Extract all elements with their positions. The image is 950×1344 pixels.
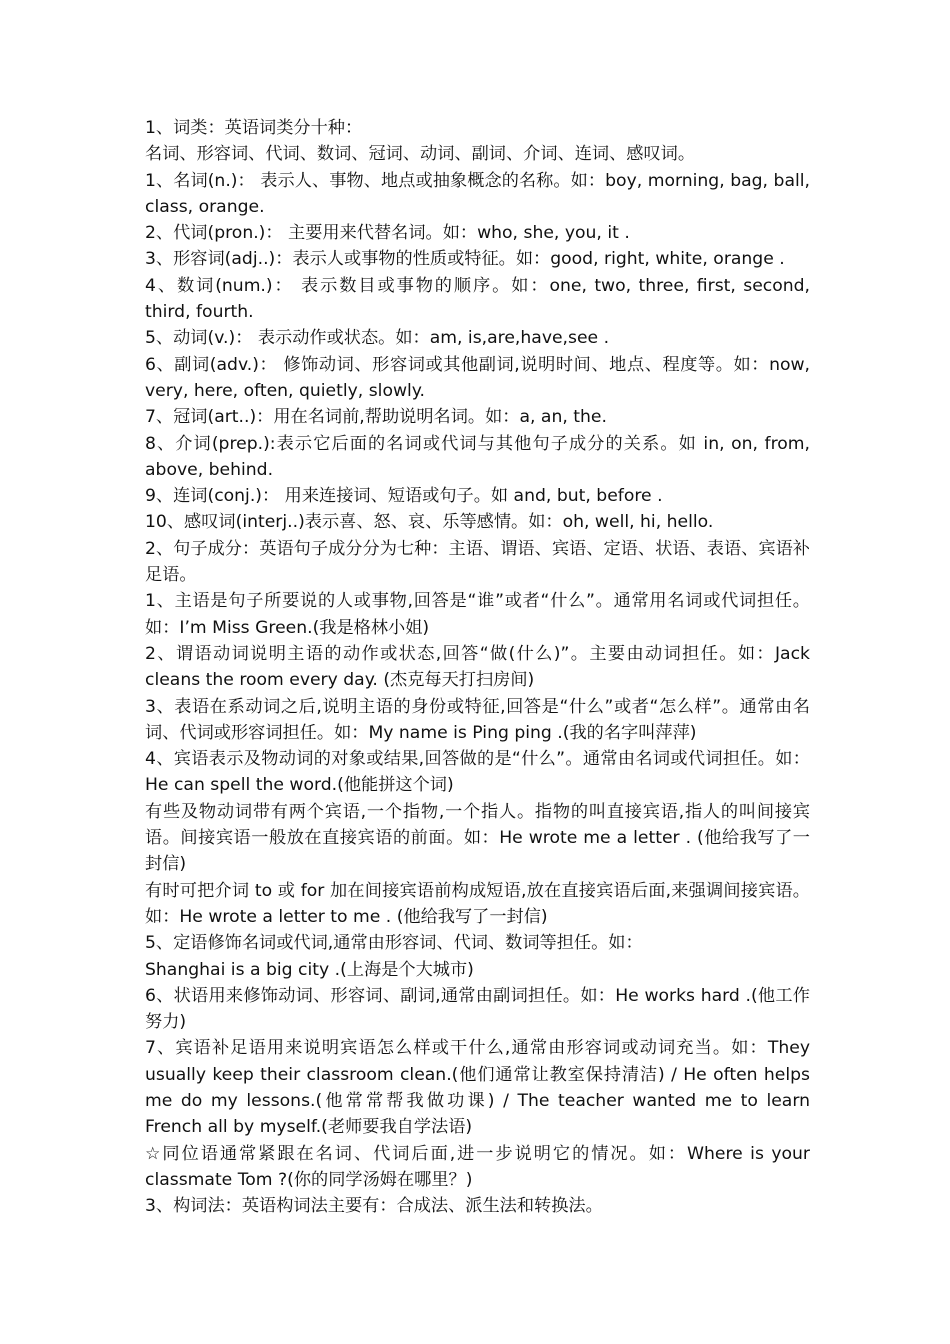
paragraph-adverbial: 6、状语用来修饰动词、形容词、副词,通常由副词担任。如：He works hard .(他工作努力) [145,985,810,1033]
paragraph-appositive: ☆同位语通常紧跟在名词、代词后面,进一步说明它的情况。如：Where is your classmate Tom ?(你的同学汤姆在哪里？) [145,1143,810,1190]
heading-word-classes: 1、词类：英语词类分十种： [145,118,363,138]
paragraph-article: 7、冠词(art..)：用在名词前,帮助说明名词。如：a, an, the. [145,407,607,428]
paragraph-preposition: 8、介词(prep.):表示它后面的名词或代词与其他句子成分的关系。如 in, on, from, above, behind. [145,433,810,480]
paragraph-double-object: 有些及物动词带有两个宾语,一个指物,一个指人。指物的叫直接宾语,指人的叫间接宾语。间接宾语一般放在直接宾语的前面。如：He wrote me a letter . (他给我写了一封信) [145,801,810,875]
paragraph-numeral: 4、数词(num.)： 表示数目或事物的顺序。如：one, two, three, first, second, third, fourth. [145,275,810,323]
paragraph-pronoun: 2、代词(pron.)： 主要用来代替名词。如：who, she, you, it . [145,223,630,244]
word-class-list: 名词、形容词、代词、数词、冠词、动词、副词、介词、连词、感叹词。 [145,144,696,165]
paragraph-attribute: 5、定语修饰名词或代词,通常由形容词、代词、数词等担任。如： [145,933,643,954]
paragraph-predicate: 2、谓语动词说明主语的动作或状态,回答“做(什么)”。主要由动词担任。如：Jack cleans the room every day. (杰克每天打扫房间) [145,643,810,691]
paragraph-verb: 5、动词(v.)： 表示动作或状态。如：am, is,are,have,see . [145,328,610,349]
paragraph-predicative: 3、表语在系动词之后,说明主语的身份或特征,回答是“什么”或者“怎么样”。通常由名词、代词或形容词担任。如：My name is Ping ping .(我的名字叫萍萍) [145,696,810,743]
heading-word-formation: 3、构词法：英语构词法主要有：合成法、派生法和转换法。 [145,1196,603,1217]
paragraph-object: 4、宾语表示及物动词的对象或结果,回答做的是“什么”。通常由名词或代词担任。如：He can spell the word.(他能拼这个词) [145,749,810,796]
document-body [145,115,810,1219]
paragraph-indirect-object: 有时可把介词 to 或 for 加在间接宾语前构成短语,放在直接宾语后面,来强调间接宾语。如：He wrote a letter to me . (他给我写了一封信) [145,880,810,927]
paragraph-subject: 1、主语是句子所要说的人或事物,回答是“谁”或者“什么”。通常用名词或代词担任。如：I’m Miss Green.(我是格林小姐) [145,591,810,638]
paragraph-interjection: 10、感叹词(interj..)表示喜、怒、哀、乐等感情。如：oh, well, hi, hello. [145,512,714,533]
paragraph-adverb: 6、副词(adv.)： 修饰动词、形容词或其他副词,说明时间、地点、程度等。如：now, very, here, often, quietly, slowly. [145,354,810,401]
paragraph-conjunction: 9、连词(conj.)： 用来连接词、短语或句子。如 and, but, before . [145,486,663,507]
paragraph-adjective: 3、形容词(adj..)：表示人或事物的性质或特征。如：good, right, white, orange . [145,249,785,270]
paragraph-object-complement: 7、宾语补足语用来说明宾语怎么样或干什么,通常由形容词或动词充当。如：They usually keep their classroom clean.(他们通常让教室保持清洁) / He often helps me do my lessons.(他常常帮我做功课) / The teacher wanted me to learn French all by myself.(老师要我自学法语) [145,1038,810,1138]
heading-sentence-elements: 2、句子成分：英语句子成分分为七种：主语、谓语、宾语、定语、状语、表语、宾语补足语。 [145,538,810,586]
paragraph-attribute-example: Shanghai is a big city .(上海是个大城市) [145,959,474,980]
paragraph-noun: 1、名词(n.)： 表示人、事物、地点或抽象概念的名称。如：boy, morning, bag, ball, class, orange. [145,170,810,217]
